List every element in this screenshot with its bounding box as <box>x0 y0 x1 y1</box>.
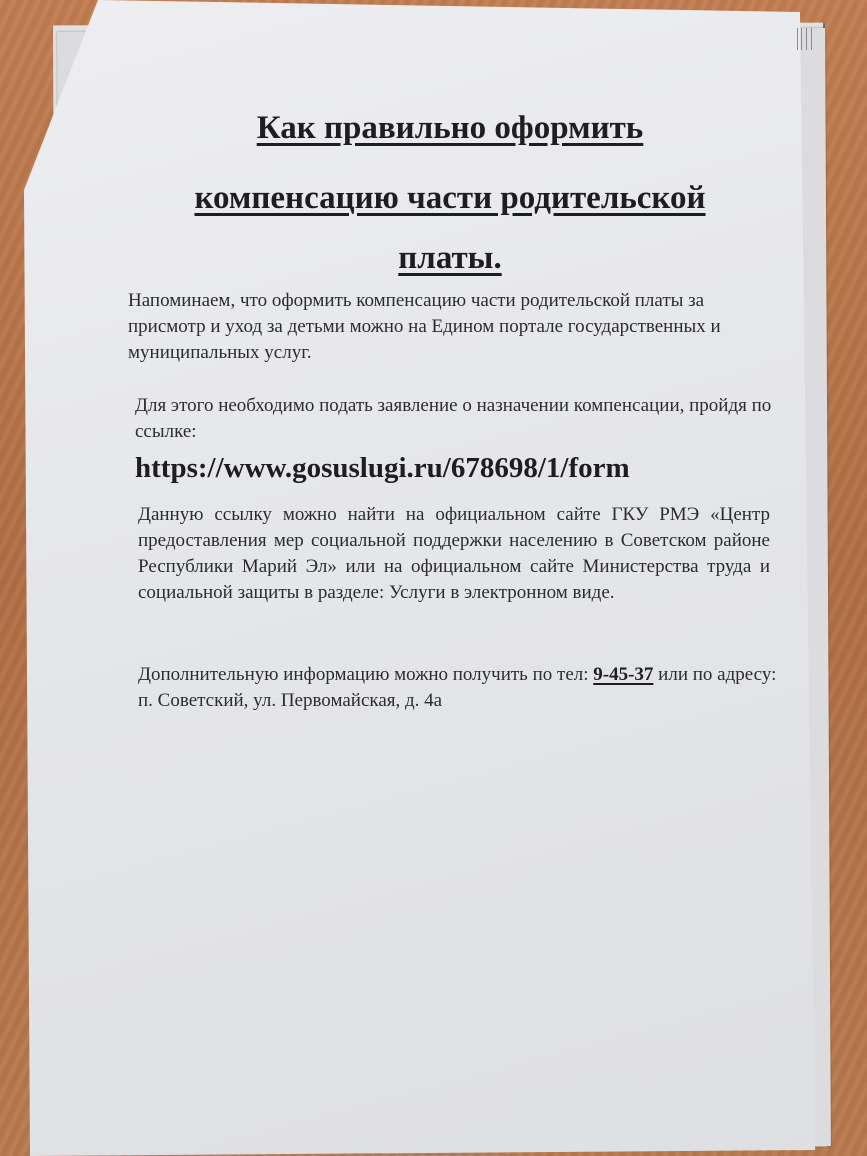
contacts-text-before: Дополнительную информацию можно получить по тел: <box>138 664 594 685</box>
title-line-3: платы. <box>398 240 502 276</box>
paragraph-contacts <box>138 662 778 714</box>
title-line-2: компенсацию части родительской <box>194 180 706 216</box>
paragraph-instruction: Для этого необходимо подать заявление о назначении компенсации, пройдя по ссылке: <box>135 395 772 442</box>
phone-number: 9-45-37 <box>593 664 654 685</box>
paragraph-reminder: Напоминаем, что оформить компенсацию части родительской платы за присмотр и уход за детьми можно на Едином портале государственных и муниципальных услуг. <box>128 290 721 363</box>
title-line-1: Как правильно оформить <box>256 110 644 146</box>
paragraph-where-to-find: Данную ссылку можно найти на официальном сайте ГКУ РМЭ «Центр предоставления мер социальной поддержки населению в Советском районе Республики Марий Эл» или на официальном сайте Министерства труда и социальной защиты в разделе: Услуги в электронном виде. <box>138 504 770 603</box>
contacts-text-after: или по адресу: п. Советский, ул. Первомайская, д. 4а <box>138 664 777 711</box>
gosuslugi-link[interactable]: https://www.gosuslugi.ru/678698/1/form <box>135 452 630 484</box>
